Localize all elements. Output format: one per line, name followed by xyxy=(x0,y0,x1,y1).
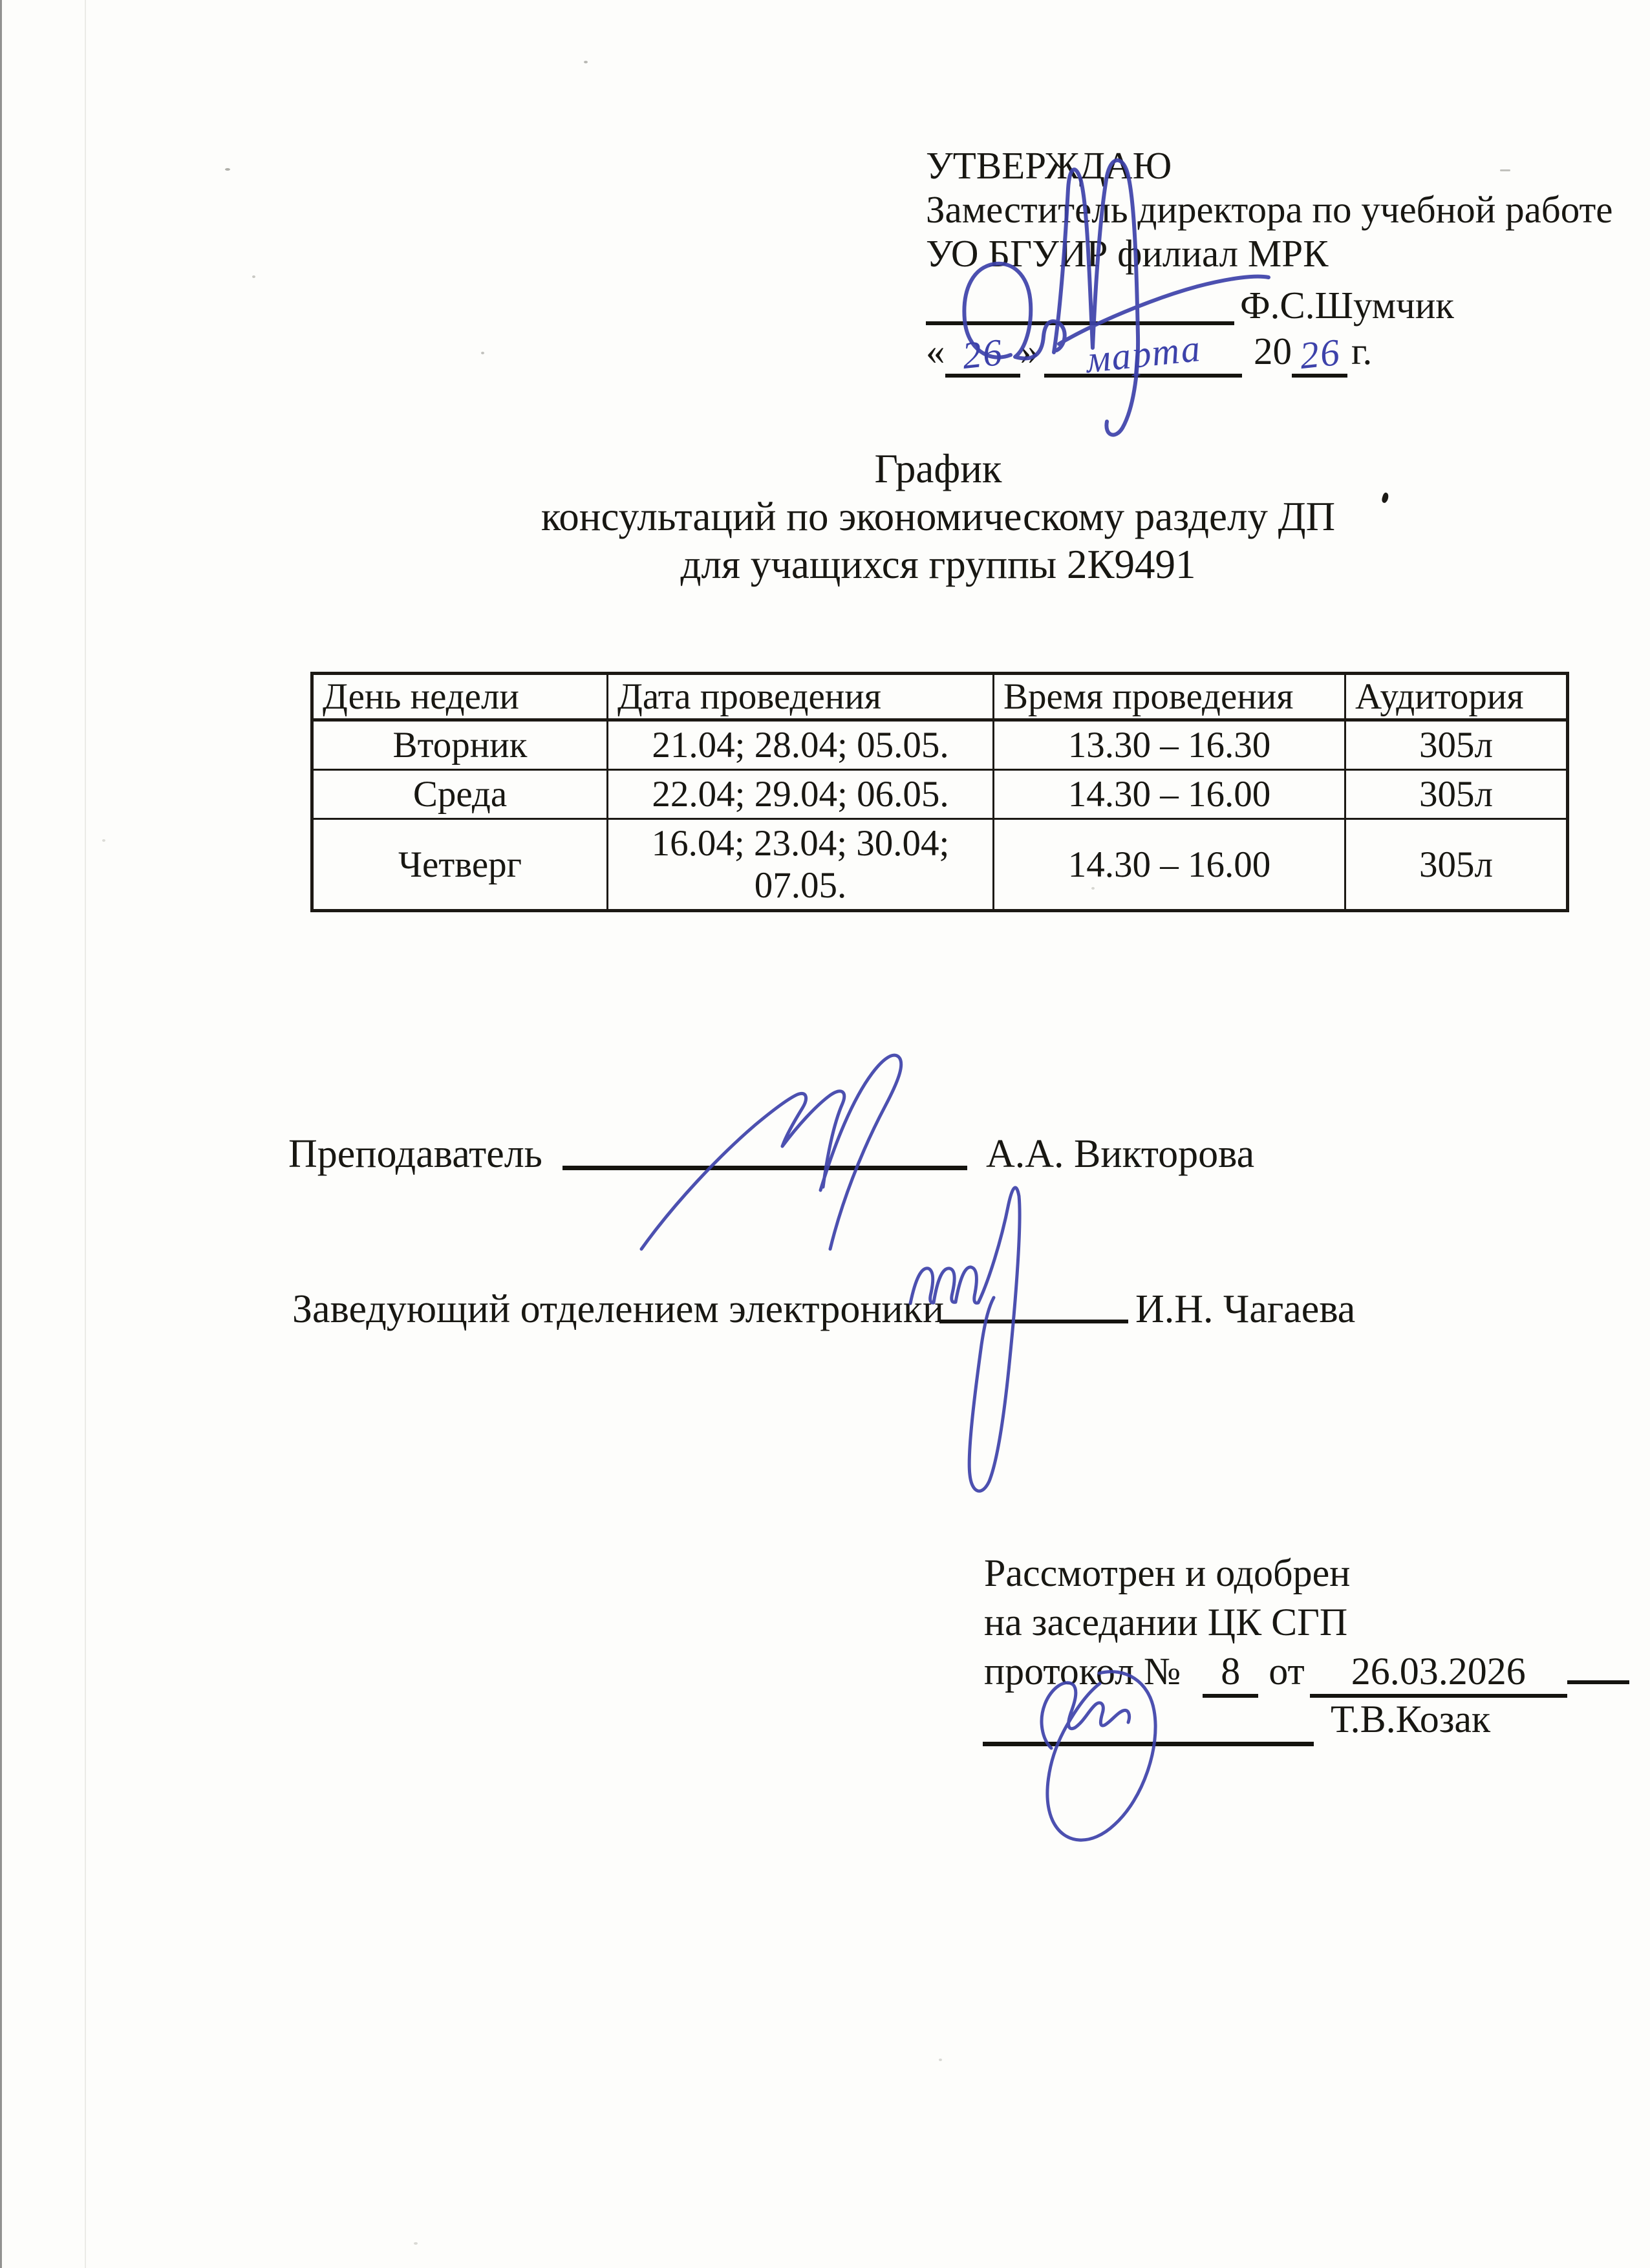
approval-org-line: УО БГУИР филиал МРК xyxy=(926,232,1329,275)
table-header-row xyxy=(312,674,1568,720)
scan-speck xyxy=(939,2059,942,2061)
quote-open-char: « xyxy=(926,330,945,372)
day-blank xyxy=(945,328,1020,378)
approval-block xyxy=(926,144,1612,275)
year-suffix: г. xyxy=(1351,330,1373,372)
review-signer-name: Т.В.Козак xyxy=(1331,1698,1491,1740)
approval-position-line: Заместитель директора по учебной работе xyxy=(926,188,1613,231)
scan-speck xyxy=(225,168,230,171)
cell-room: 305л xyxy=(1345,720,1568,770)
cell-day: Среда xyxy=(312,770,608,819)
protocol-line xyxy=(984,1649,1629,1698)
scan-speck xyxy=(1500,169,1510,171)
teacher-name: А.А. Викторова xyxy=(986,1132,1255,1176)
scan-speck xyxy=(414,2242,418,2245)
cell-room: 305л xyxy=(1345,819,1568,911)
cell-day: Четверг xyxy=(312,819,608,911)
approval-signer-name: Ф.С.Шумчик xyxy=(1240,284,1454,326)
from-label: от xyxy=(1269,1650,1305,1693)
teacher-label: Преподаватель xyxy=(288,1132,542,1176)
header-cell-date: Дата проведения xyxy=(608,674,994,720)
cell-day: Вторник xyxy=(312,720,608,770)
schedule-table xyxy=(310,672,1569,912)
cell-time: 14.30 – 16.00 xyxy=(994,819,1345,911)
cell-time: 14.30 – 16.00 xyxy=(994,770,1345,819)
scanner-streak xyxy=(85,0,86,2268)
scan-speck xyxy=(1091,887,1095,890)
scanner-edge-line xyxy=(0,0,2,2268)
header-cell-room: Аудитория xyxy=(1345,674,1568,720)
review-line-2: на заседании ЦК СГП xyxy=(984,1601,1348,1643)
protocol-date: 26.03.2026 xyxy=(1351,1650,1526,1693)
protocol-date-blank xyxy=(1310,1649,1567,1698)
head-signature-line xyxy=(939,1287,1128,1323)
quote-close-char: » xyxy=(1020,330,1039,372)
scan-speck xyxy=(102,839,105,842)
header-cell-time: Время проведения xyxy=(994,674,1345,720)
table-row xyxy=(312,720,1568,770)
scan-speck xyxy=(584,61,588,63)
handwritten-month: марта xyxy=(1084,326,1203,381)
approval-date-row xyxy=(926,326,1373,381)
teacher-signature-line xyxy=(562,1131,967,1170)
protocol-number-blank xyxy=(1203,1649,1258,1698)
cell-dates: 22.04; 29.04; 06.05. xyxy=(608,770,994,819)
title-line-3: для учащихся группы 2К9491 xyxy=(680,542,1196,587)
review-line-1: Рассмотрен и одобрен xyxy=(984,1552,1351,1594)
header-cell-day: День недели xyxy=(312,674,608,720)
month-blank xyxy=(1044,326,1242,381)
approval-heading: УТВЕРЖДАЮ xyxy=(926,144,1172,187)
approval-signature-line xyxy=(926,284,1234,325)
protocol-number: 8 xyxy=(1221,1650,1241,1693)
head-name: И.Н. Чагаева xyxy=(1135,1287,1356,1331)
chagaeva-signature-ink xyxy=(910,1188,1020,1491)
handwritten-year: 26 xyxy=(1297,330,1343,378)
cell-dates: 16.04; 23.04; 30.04; 07.05. xyxy=(608,819,994,911)
title-line-1: График xyxy=(874,446,1002,491)
year-blank xyxy=(1292,328,1347,378)
document-title xyxy=(310,445,1566,588)
protocol-tail-line xyxy=(1567,1680,1629,1684)
scan-speck xyxy=(481,352,484,354)
protocol-label: протокол № xyxy=(984,1650,1181,1693)
cell-room: 305л xyxy=(1345,770,1568,819)
review-signature-line xyxy=(983,1700,1314,1746)
title-line-2: консультаций по экономическому разделу ДП xyxy=(541,494,1336,539)
table-row xyxy=(312,819,1568,911)
table-row xyxy=(312,770,1568,819)
cell-time: 13.30 – 16.30 xyxy=(994,720,1345,770)
head-label: Заведующий отделением электроники xyxy=(292,1287,945,1331)
handwritten-day: 26 xyxy=(960,330,1005,378)
scan-speck xyxy=(252,275,255,278)
cell-dates: 21.04; 28.04; 05.05. xyxy=(608,720,994,770)
year-prefix: 20 xyxy=(1254,330,1292,372)
